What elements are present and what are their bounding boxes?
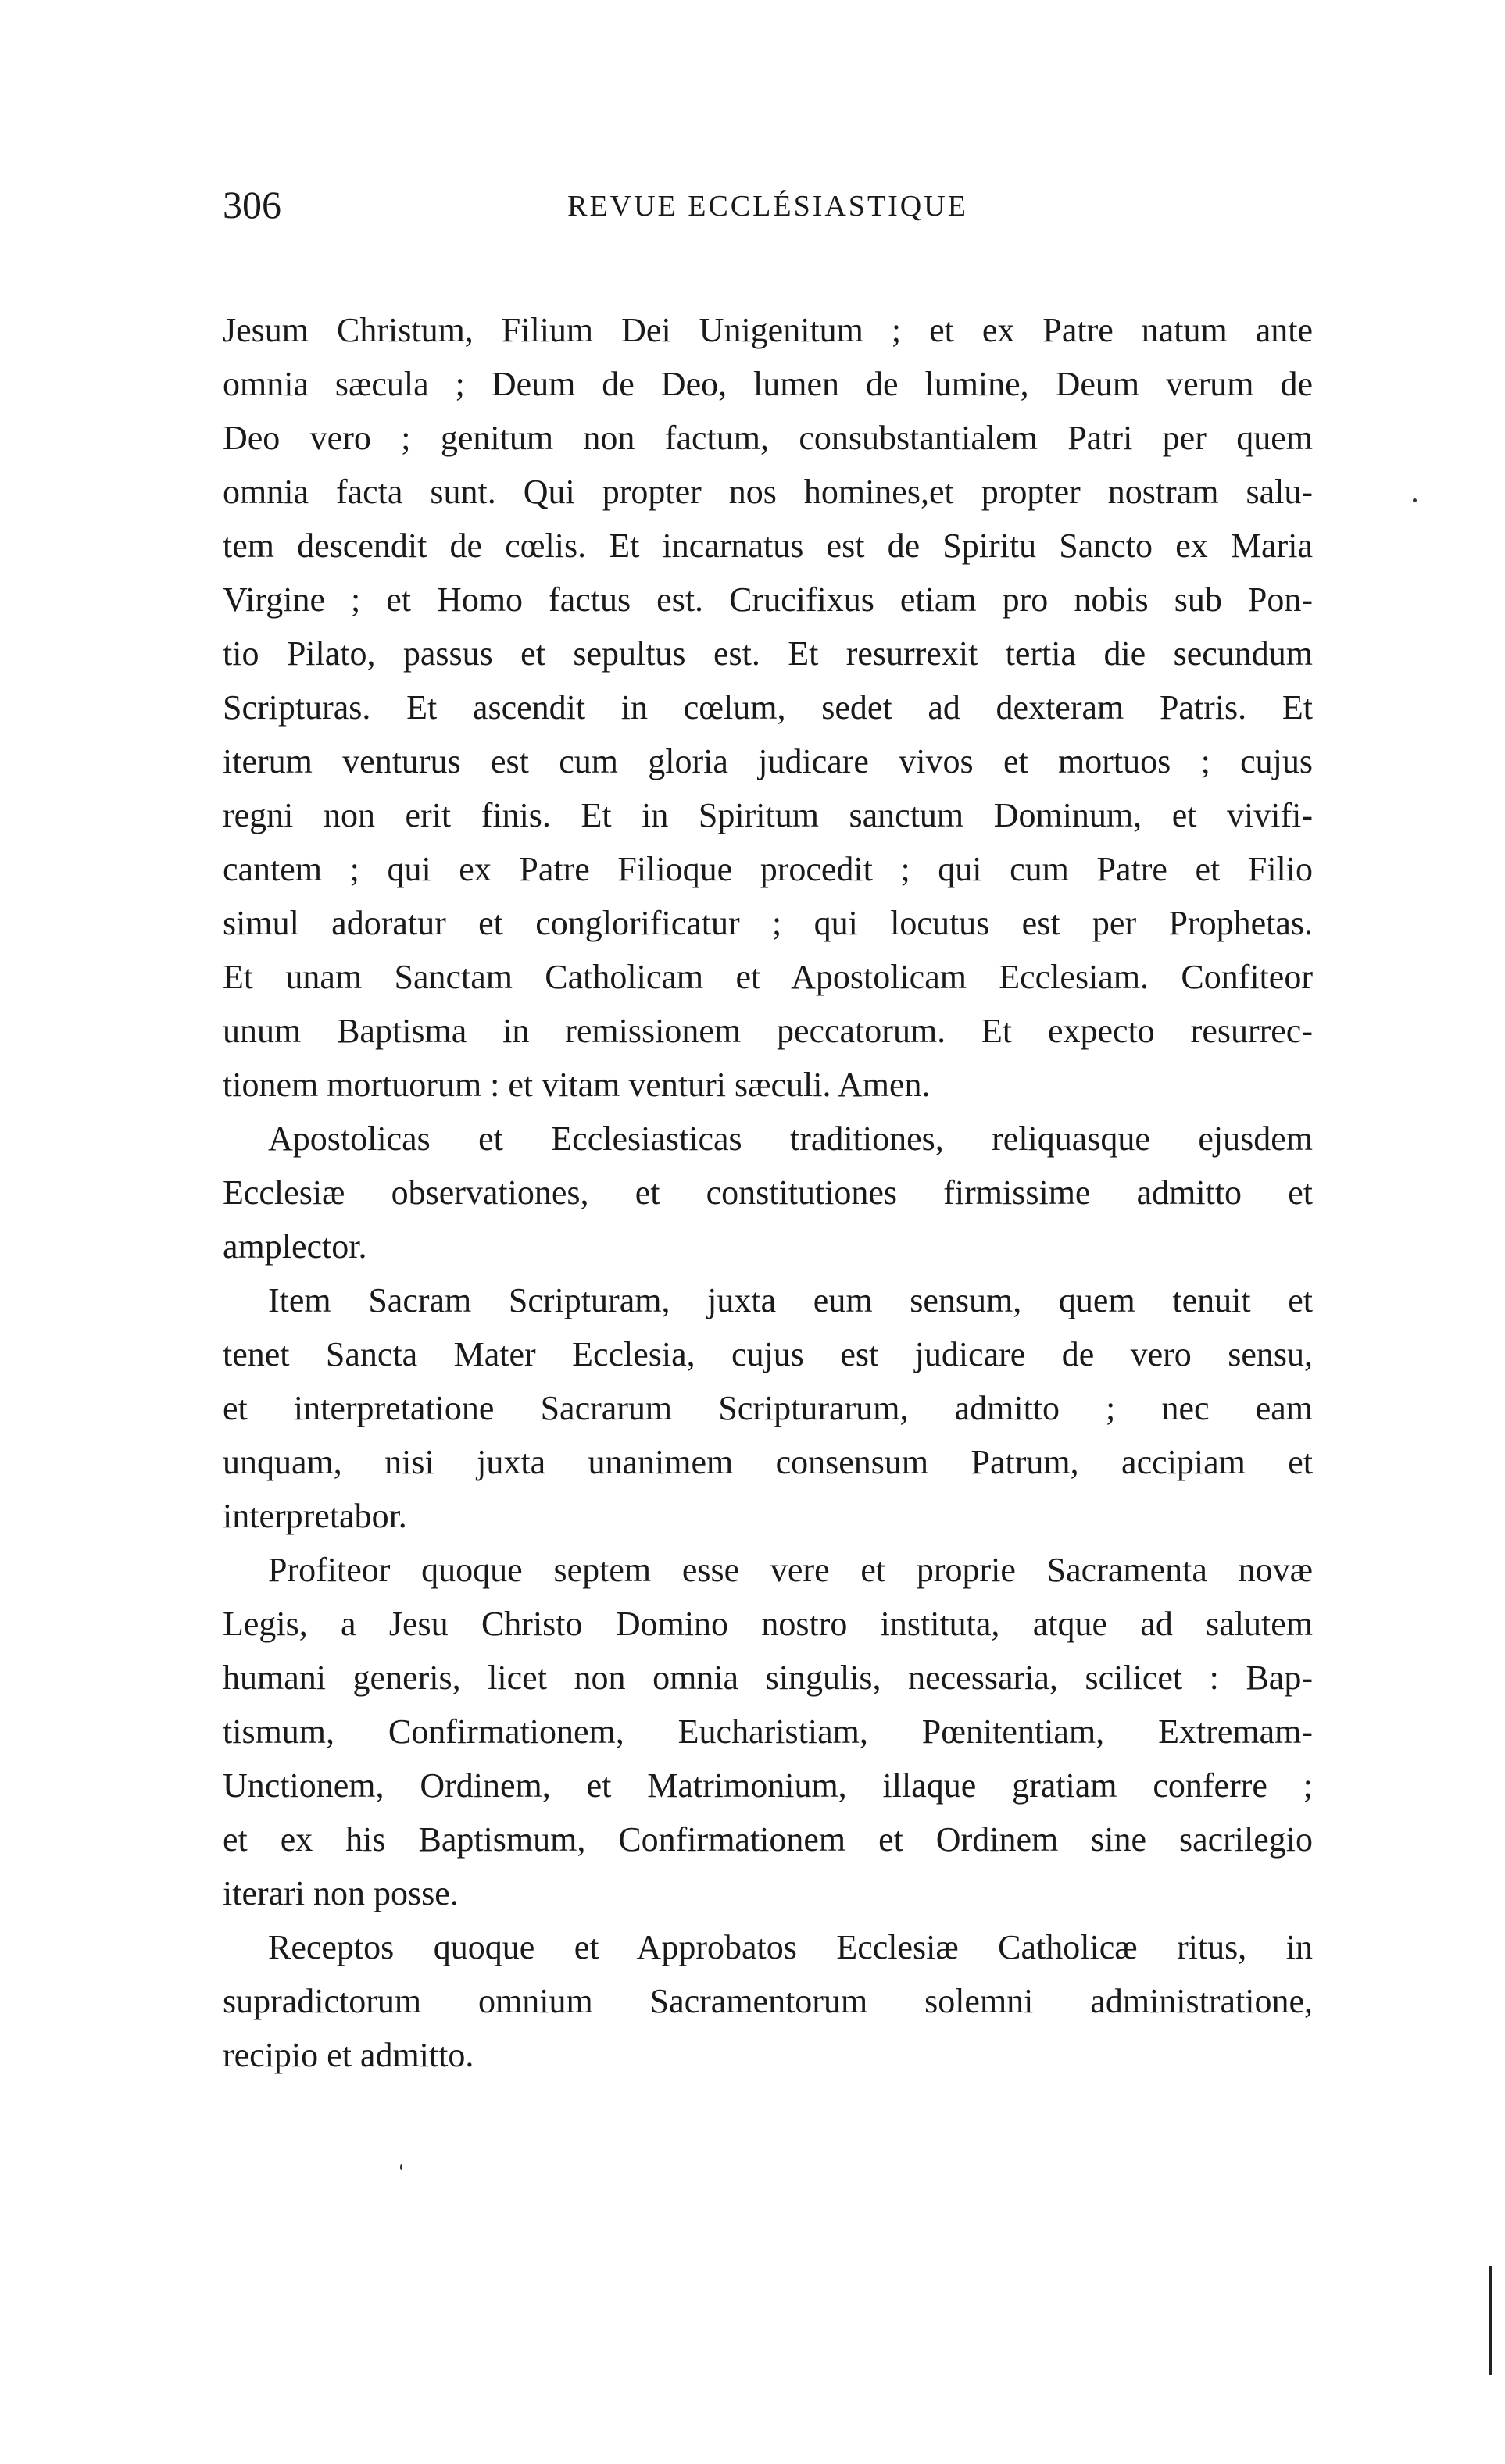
paragraph (223, 1273, 1313, 1543)
page-number: 306 (223, 183, 281, 227)
text-line: Jesum Christum, Filium Dei Unigenitum ; et ex Patre natum ante (223, 311, 1313, 349)
text-line: recipio et admitto. (223, 2036, 474, 2074)
text-line: amplector. (223, 1227, 367, 1266)
text-line: Receptos quoque et Approbatos Ecclesiæ Catholicæ ritus, in (268, 1928, 1313, 1966)
text-line: humani generis, licet non omnia singulis, necessaria, scilicet : Bap- (223, 1659, 1313, 1697)
text-line: tismum, Confirmationem, Eucharistiam, Pœnitentiam, Extremam- (223, 1712, 1313, 1751)
text-line: tem descendit de cœlis. Et incarnatus est de Spiritu Sancto ex Maria (223, 527, 1313, 565)
text-line: omnia facta sunt. Qui propter nos homines,et propter nostram salu- (223, 473, 1313, 511)
text-line: iterum venturus est cum gloria judicare vivos et mortuos ; cujus (223, 742, 1313, 780)
text-line: supradictorum omnium Sacramentorum solemni administratione, (223, 1982, 1313, 2020)
text-line: tenet Sancta Mater Ecclesia, cujus est judicare de vero sensu, (223, 1335, 1313, 1373)
text-line: unquam, nisi juxta unanimem consensum Patrum, accipiam et (223, 1443, 1313, 1481)
text-line: regni non erit finis. Et in Spiritum sanctum Dominum, et vivifi- (223, 796, 1313, 834)
text-line: Profiteor quoque septem esse vere et proprie Sacramenta novæ (268, 1551, 1313, 1589)
text-line: Apostolicas et Ecclesiasticas traditiones, reliquasque ejusdem (268, 1120, 1313, 1158)
text-line: iterari non posse. (223, 1874, 459, 1912)
paragraph (223, 1920, 1313, 2082)
text-line: et ex his Baptismum, Confirmationem et Ordinem sine sacrilegio (223, 1820, 1313, 1859)
text-line: simul adoratur et conglorificatur ; qui locutus est per Prophetas. (223, 904, 1313, 942)
text-line: Deo vero ; genitum non factum, consubstantialem Patri per quem (223, 419, 1313, 457)
scan-speck (400, 2164, 402, 2170)
running-head (223, 181, 1313, 228)
paragraph (223, 1112, 1313, 1273)
scan-edge-mark (1489, 2266, 1492, 2375)
paragraph (223, 303, 1313, 1112)
text-line: Et unam Sanctam Catholicam et Apostolicam Ecclesiam. Confiteor (223, 958, 1313, 996)
text-line: Ecclesiæ observationes, et constitutiones firmissime admitto et (223, 1173, 1313, 1212)
text-line: cantem ; qui ex Patre Filioque procedit ; qui cum Patre et Filio (223, 850, 1313, 888)
paragraph (223, 1543, 1313, 1920)
body-text (223, 303, 1313, 2082)
text-line: unum Baptisma in remissionem peccatorum. Et expecto resurrec- (223, 1012, 1313, 1050)
text-line: Scripturas. Et ascendit in cœlum, sedet ad dexteram Patris. Et (223, 688, 1313, 727)
running-title: REVUE ECCLÉSIASTIQUE (567, 190, 968, 223)
text-line: tionem mortuorum : et vitam venturi sæculi. Amen. (223, 1066, 931, 1104)
text-line: Unctionem, Ordinem, et Matrimonium, illaque gratiam conferre ; (223, 1766, 1313, 1805)
scan-speck (1413, 498, 1417, 502)
text-line: tio Pilato, passus et sepultus est. Et resurrexit tertia die secundum (223, 634, 1313, 673)
text-line: omnia sæcula ; Deum de Deo, lumen de lumine, Deum verum de (223, 365, 1313, 403)
text-line: Legis, a Jesu Christo Domino nostro instituta, atque ad salutem (223, 1605, 1313, 1643)
text-line: Virgine ; et Homo factus est. Crucifixus etiam pro nobis sub Pon- (223, 580, 1313, 619)
text-line: et interpretatione Sacrarum Scripturarum, admitto ; nec eam (223, 1389, 1313, 1427)
text-line: Item Sacram Scripturam, juxta eum sensum, quem tenuit et (268, 1281, 1313, 1319)
text-line: interpretabor. (223, 1497, 407, 1535)
